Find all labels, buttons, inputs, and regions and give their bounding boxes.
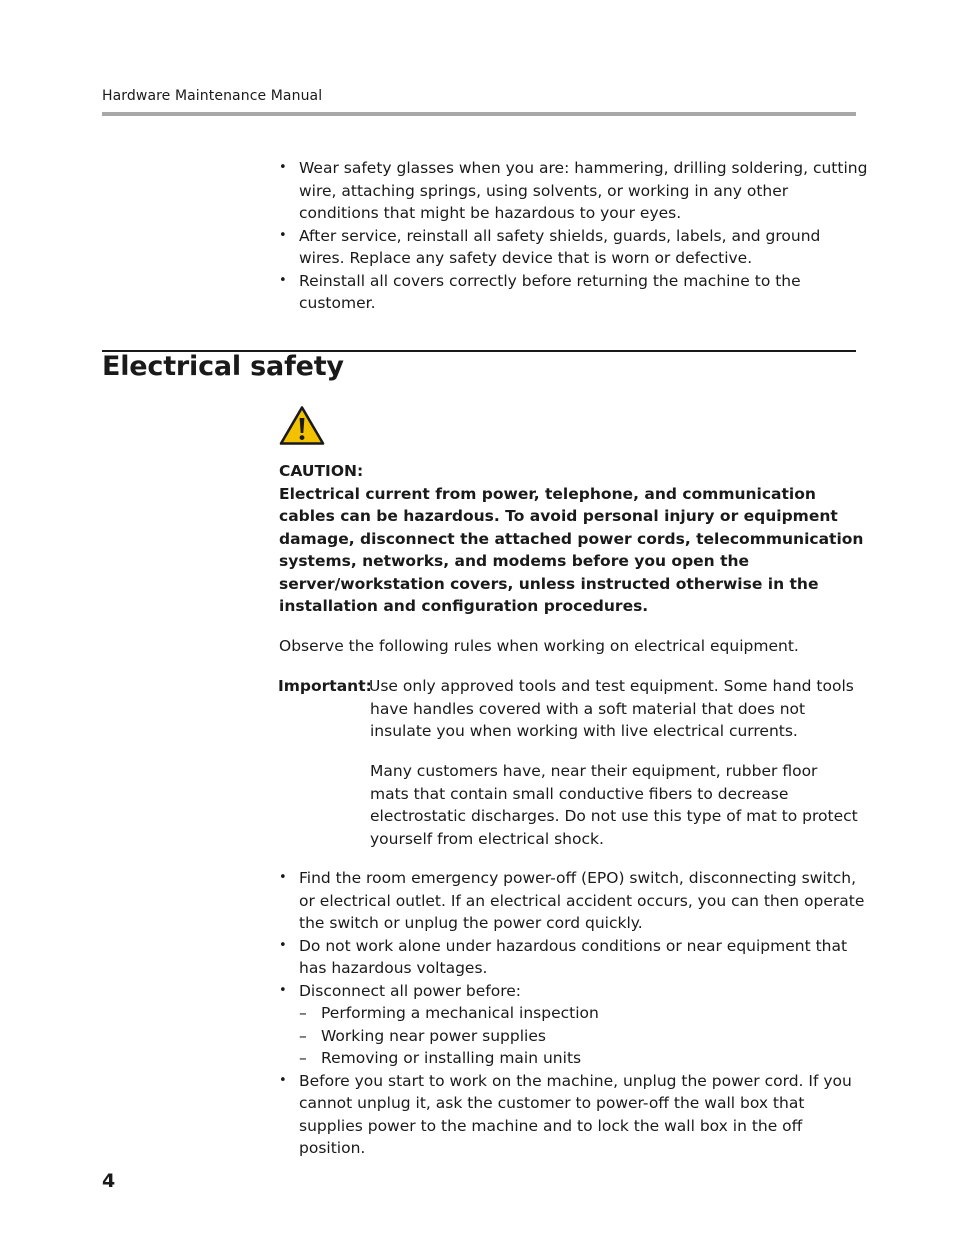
list-item-text: Reinstall all covers correctly before returning the machine to the customer. [299, 271, 801, 312]
bullet-marker: • [279, 937, 287, 953]
sub-list-item [299, 1002, 869, 1025]
list-item-text: Do not work alone under hazardous conditions or near equipment that has hazardous voltages. [299, 936, 848, 977]
list-item [279, 935, 869, 980]
bullet-marker: • [279, 227, 287, 243]
sub-list-item-text: Performing a mechanical inspection [321, 1004, 599, 1022]
list-item [279, 1070, 869, 1160]
warning-triangle-icon [279, 405, 325, 446]
list-item-text: Disconnect all power before: [299, 981, 522, 1000]
bullet-marker: • [279, 870, 287, 885]
observe-paragraph: Observe the following rules when working on electrical equipment. [279, 637, 799, 655]
list-item [279, 867, 869, 935]
warning-exclamation-dot [300, 435, 305, 440]
important-note-body [279, 675, 869, 743]
top-bullet-list [279, 157, 869, 315]
dash-marker: – [299, 1026, 307, 1045]
header-rule [102, 112, 856, 116]
list-item-text: Before you start to work on the machine, unplug the power cord. If you cannot unplug it, ask the customer to power-off the wall box that supplies power to the machine and to lock the wall box in the off position. [299, 1071, 852, 1157]
sub-list-item [299, 1047, 869, 1070]
sub-list [299, 1002, 869, 1070]
caution-label: CAUTION: [279, 462, 364, 480]
dash-marker: – [299, 1004, 307, 1022]
list-item-text: After service, reinstall all safety shields, guards, labels, and ground wires. Replace any safety device that is worn or defective. [299, 226, 821, 267]
list-item [279, 270, 869, 315]
page-number: 4 [102, 1170, 116, 1192]
list-item [279, 980, 869, 1070]
running-header: Hardware Maintenance Manual [102, 88, 323, 104]
bullet-marker: • [279, 1072, 287, 1088]
dash-marker: – [299, 1049, 307, 1067]
caution-block [279, 460, 869, 618]
bullet-marker: • [279, 272, 287, 288]
list-item-text: Find the room emergency power-off (EPO) switch, disconnecting switch, or electrical outlet. If an electrical accident occurs, you can then operate the switch or unplug the power cord quickly. [299, 869, 865, 932]
bullet-marker: • [279, 160, 287, 175]
important-note [279, 675, 869, 743]
important-label: Important: [278, 677, 372, 695]
list-item [279, 225, 869, 270]
caution-text: Electrical current from power, telephone, and communication cables can be hazardous. To avoid personal injury or equipment damage, disconnect the attached power cords, telecommunication systems, networks, and modems before you open the server/workstation covers, unless instructed otherwise in the installation and configuration procedures. [279, 484, 864, 615]
bullet-marker: • [279, 982, 287, 998]
bottom-bullet-list [279, 867, 869, 1160]
section-title: Electrical safety [102, 351, 344, 382]
list-item-text: Wear safety glasses when you are: hammering, drilling soldering, cutting wire, attaching springs, using solvents, or working in any other conditions that might be hazardous to your eyes. [299, 159, 868, 222]
sub-list-item [299, 1025, 869, 1048]
sub-list-item-text: Removing or installing main units [321, 1049, 582, 1067]
important-text-2: Many customers have, near their equipment, rubber floor mats that contain small conductive fibers to decrease electrostatic discharges. Do not use this type of mat to protect yourself from electrical shock. [370, 762, 858, 848]
list-item [279, 157, 869, 225]
important-text-1: Use only approved tools and test equipment. Some hand tools have handles covered with a soft material that does not insulate you when working with live electrical currents. [369, 677, 854, 740]
sub-list-item-text: Working near power supplies [321, 1026, 546, 1045]
